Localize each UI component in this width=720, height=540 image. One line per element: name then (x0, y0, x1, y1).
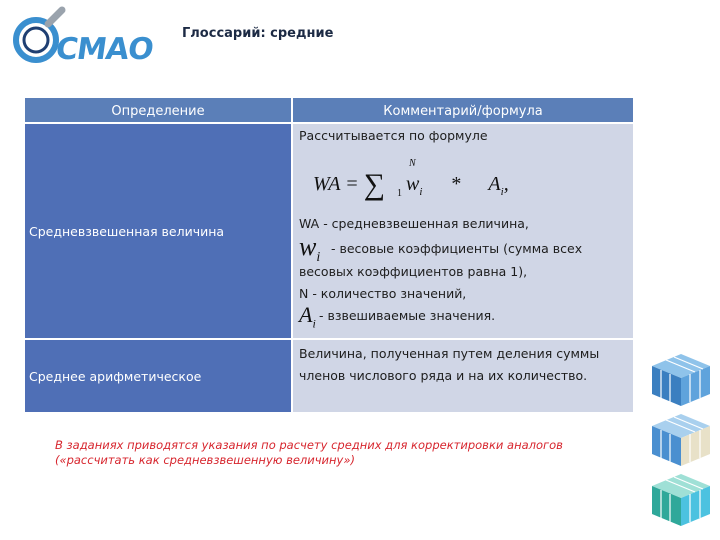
definition-arithmetic-mean (25, 340, 291, 412)
formula-w: w (406, 173, 420, 195)
header-definition: Определение (25, 98, 291, 122)
definition-label: Среднее арифметическое (29, 368, 202, 384)
comment-arithmetic-mean (293, 340, 633, 412)
comment-line-5: - взвешиваемые значения. (319, 308, 496, 323)
weight-symbol (299, 232, 320, 266)
logo-text: СМАО (53, 32, 156, 67)
definition-weighted-average (25, 124, 291, 338)
page-title: Глоссарий: средние (182, 26, 334, 41)
weighted-average-formula (313, 158, 509, 201)
value-symbol (299, 302, 316, 331)
comment-weighted-average (293, 124, 633, 338)
sum-upper-limit: N (409, 158, 416, 169)
sum-symbol-icon: ∑ (363, 168, 386, 201)
cube-icon (650, 352, 712, 408)
comment-line-3: весовых коэффициентов равна 1), (299, 264, 528, 279)
value-symbol-a: A (299, 302, 313, 327)
formula-intro: Рассчитывается по формуле (299, 128, 488, 143)
comment-line-2: членов числового ряда и на их количество. (299, 368, 588, 383)
logo (10, 6, 156, 70)
cube-icon (650, 472, 712, 528)
formula-trailing: , (503, 173, 509, 195)
note-line-1: В заданиях приводятся указания по расчету средних для корректировки аналогов (55, 438, 563, 452)
task-note (55, 438, 635, 468)
comment-line-1: Величина, полученная путем деления суммы (299, 346, 600, 361)
comment-line-2: - весовые коэффициенты (сумма всех (331, 241, 583, 256)
weight-symbol-w: w (299, 232, 317, 261)
comment-line-4: N - количество значений, (299, 286, 467, 301)
weight-symbol-index: i (316, 250, 321, 266)
definition-label: Средневзвешенная величина (29, 223, 225, 239)
header-comment: Комментарий/формула (293, 98, 633, 122)
comment-line-1: WA - средневзвешенная величина, (299, 216, 529, 231)
formula-w-index: i (419, 186, 423, 198)
formula-a: A (488, 173, 501, 195)
formula-lhs: WA = (313, 173, 359, 195)
formula-a-index: i (500, 186, 504, 198)
note-line-2: («рассчитать как средневзвешенную величину») (55, 453, 355, 467)
cube-icon (650, 412, 712, 468)
value-symbol-index: i (312, 316, 316, 331)
formula-operator: * (451, 173, 462, 195)
sum-lower-limit: 1 (397, 188, 402, 199)
